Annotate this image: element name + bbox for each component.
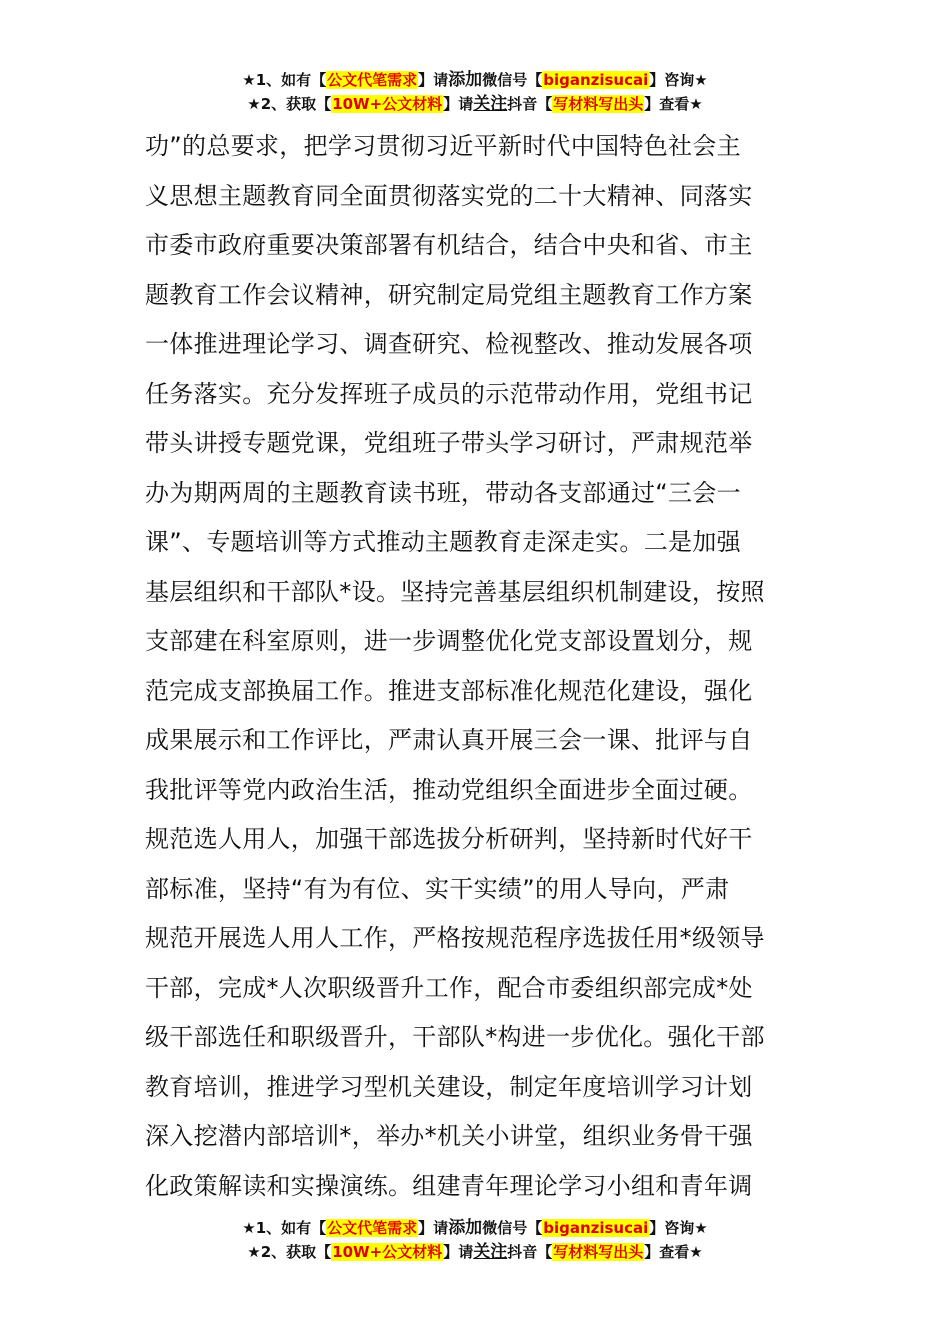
body-line: 功”的总要求，把学习贯彻习近平新时代中国特色社会主 [145,132,741,160]
highlight-wechat-id: biganzisucai [543,1219,649,1237]
body-line: 一体推进理论学习、调查研究、检视整改、推动发展各项 [145,330,753,358]
body-line: 规范开展选人用人工作，严格按规范程序选拔任用*级领导 [145,924,765,952]
body-line: 成果展示和工作评比，严肃认真开展三会一课、批评与自 [145,726,753,754]
highlight-service: 公文代笔需求 [327,71,418,89]
body-line: 教育培训，推进学习型机关建设，制定年度培训学习计划 [145,1072,753,1101]
body-line: 部标准，坚持“有为有位、实干实绩”的用人导向，严肃 [145,874,730,903]
body-line: 基层组织和干部队*设。坚持完善基层组织机制建设，按照 [145,577,765,606]
body-line: 范完成支部换届工作。推进支部标准化规范化建设，强化 [145,676,753,705]
highlight-douyin: 写材料写出头 [553,1243,644,1261]
highlight-douyin: 写材料写出头 [553,95,644,113]
body-line: 我批评等党内政治生活，推动党组织全面进步全面过硬。 [145,775,753,804]
body-line: 支部建在科室原则，进一步调整优化党支部设置划分，规 [145,627,753,655]
body-line: 义思想主题教育同全面贯彻落实党的二十大精神、同落实 [145,181,753,210]
body-line: 带头讲授专题党课，党组班子带头学习研讨，严肃规范举 [145,429,753,457]
promo-line-1: ★1、如有【公文代笔需求】请添加微信号【biganzisucai】咨询★ [242,70,708,90]
top-promo-banner [0,68,950,116]
body-line: 规范选人用人，加强干部选拔分析研判，坚持新时代好干 [145,825,753,853]
body-line: 题教育工作会议精神，研究制定局党组主题教育工作方案 [145,280,753,309]
body-line: 深入挖潜内部培训*，举办*机关小讲堂，组织业务骨干强 [145,1122,753,1150]
body-line: 办为期两周的主题教育读书班，带动各支部通过“三会一 [145,478,741,507]
promo-line-1: ★1、如有【公文代笔需求】请添加微信号【biganzisucai】咨询★ [242,1218,708,1238]
promo-line-2: ★2、获取【10W+公文材料】请关注抖音【写材料写出头】查看★ [247,94,703,114]
promo-line-2: ★2、获取【10W+公文材料】请关注抖音【写材料写出头】查看★ [247,1242,703,1262]
highlight-wechat-id: biganzisucai [543,71,649,89]
body-line: 任务落实。充分发挥班子成员的示范带动作用，党组书记 [145,379,753,408]
highlight-materials: 10W+公文材料 [332,1243,443,1261]
body-line: 干部，完成*人次职级晋升工作，配合市委组织部完成*处 [145,973,753,1002]
highlight-materials: 10W+公文材料 [332,95,443,113]
bottom-promo-banner [0,1216,950,1264]
body-line: 化政策解读和实操演练。组建青年理论学习小组和青年调 [145,1171,753,1200]
highlight-service: 公文代笔需求 [327,1219,418,1237]
body-line: 课”、专题培训等方式推动主题教育走深走实。二是加强 [145,528,741,556]
document-body [145,122,809,1211]
body-line: 市委市政府重要决策部署有机结合，结合中央和省、市主 [145,231,753,259]
body-line: 级干部选任和职级晋升，干部队*构进一步优化。强化干部 [145,1023,765,1051]
